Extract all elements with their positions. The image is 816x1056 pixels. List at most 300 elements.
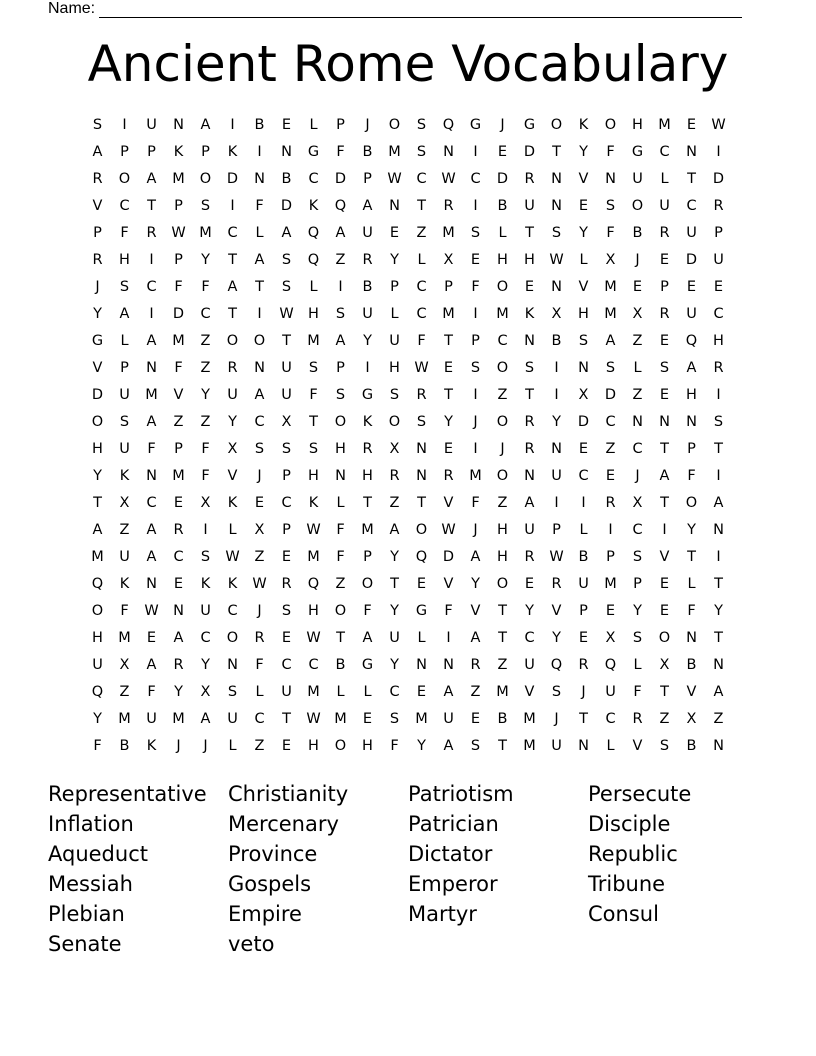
grid-letter[interactable]: C [227,225,238,241]
grid-letter[interactable]: H [497,252,508,268]
grid-letter[interactable]: A [146,414,157,430]
grid-letter[interactable]: R [524,441,535,457]
grid-letter[interactable]: N [686,414,697,430]
grid-letter[interactable]: L [579,522,588,538]
grid-letter[interactable]: O [91,414,104,430]
grid-letter[interactable]: E [713,279,724,295]
grid-letter[interactable]: E [281,738,292,754]
grid-letter[interactable]: W [441,171,456,187]
grid-letter[interactable]: U [119,387,130,403]
grid-letter[interactable]: P [336,117,345,133]
grid-letter[interactable]: B [686,657,697,673]
grid-letter[interactable]: I [581,495,586,511]
grid-letter[interactable]: U [659,198,670,214]
grid-letter[interactable]: N [146,468,157,484]
grid-letter[interactable]: E [659,576,670,592]
grid-letter[interactable]: Y [390,252,399,268]
grid-letter[interactable]: F [471,495,480,511]
grid-letter[interactable]: R [227,360,238,376]
grid-letter[interactable]: A [686,360,697,376]
grid-letter[interactable]: C [308,657,319,673]
grid-letter[interactable]: D [712,171,725,187]
grid-letter[interactable]: I [122,117,127,133]
grid-letter[interactable]: T [525,387,534,403]
grid-letter[interactable]: C [254,711,265,727]
grid-letter[interactable]: Z [254,738,265,754]
grid-letter[interactable]: D [577,414,590,430]
grid-letter[interactable]: I [716,387,721,403]
grid-letter[interactable]: H [92,441,103,457]
grid-letter[interactable]: F [687,603,696,619]
grid-letter[interactable]: L [417,630,426,646]
grid-letter[interactable]: R [524,549,535,565]
grid-letter[interactable]: O [253,333,266,349]
grid-letter[interactable]: W [549,549,564,565]
grid-letter[interactable]: X [281,414,292,430]
grid-letter[interactable]: E [632,279,643,295]
grid-letter[interactable]: F [606,144,615,160]
grid-letter[interactable]: A [470,549,481,565]
grid-letter[interactable]: W [225,549,240,565]
grid-letter[interactable]: T [417,198,426,214]
grid-letter[interactable]: B [281,171,292,187]
grid-letter[interactable]: N [659,414,670,430]
grid-letter[interactable]: E [281,630,292,646]
grid-letter[interactable]: F [309,387,318,403]
grid-letter[interactable]: U [578,576,589,592]
grid-letter[interactable]: A [146,522,157,538]
grid-letter[interactable]: R [632,711,643,727]
grid-letter[interactable]: E [524,279,535,295]
grid-letter[interactable]: D [91,387,104,403]
grid-letter[interactable]: I [257,306,262,322]
grid-letter[interactable]: D [226,171,239,187]
grid-letter[interactable]: A [281,225,292,241]
grid-letter[interactable]: T [498,738,507,754]
grid-letter[interactable]: R [713,360,724,376]
grid-letter[interactable]: Z [713,711,724,727]
grid-letter[interactable]: Z [173,414,184,430]
grid-letter[interactable]: C [389,684,400,700]
grid-letter[interactable]: P [552,522,561,538]
grid-letter[interactable]: V [578,279,589,295]
grid-letter[interactable]: E [659,387,670,403]
grid-letter[interactable]: L [309,279,318,295]
grid-letter[interactable]: M [199,225,212,241]
grid-letter[interactable]: M [307,333,320,349]
grid-letter[interactable]: R [659,306,670,322]
grid-letter[interactable]: Z [254,549,265,565]
grid-letter[interactable]: E [524,576,535,592]
grid-letter[interactable]: J [365,117,370,133]
grid-letter[interactable]: U [281,387,292,403]
grid-letter[interactable]: Y [363,333,372,349]
grid-letter[interactable]: C [659,144,670,160]
grid-letter[interactable]: K [308,198,319,214]
grid-letter[interactable]: W [711,117,726,133]
grid-letter[interactable]: U [632,171,643,187]
grid-letter[interactable]: I [149,252,154,268]
grid-letter[interactable]: C [200,630,211,646]
grid-letter[interactable]: D [280,198,293,214]
grid-letter[interactable]: N [389,198,400,214]
grid-letter[interactable]: S [605,360,616,376]
grid-letter[interactable]: C [281,657,292,673]
grid-letter[interactable]: I [230,117,235,133]
grid-letter[interactable]: N [443,657,454,673]
grid-letter[interactable]: S [119,279,130,295]
grid-letter[interactable]: I [554,495,559,511]
grid-letter[interactable]: O [685,495,698,511]
grid-letter[interactable]: F [174,279,183,295]
grid-letter[interactable]: V [578,171,589,187]
grid-letter[interactable]: G [631,144,644,160]
grid-letter[interactable]: O [550,117,563,133]
grid-letter[interactable]: M [523,738,536,754]
grid-letter[interactable]: S [578,333,589,349]
grid-letter[interactable]: F [606,225,615,241]
grid-letter[interactable]: T [660,441,669,457]
grid-letter[interactable]: H [92,630,103,646]
grid-letter[interactable]: N [524,333,535,349]
grid-letter[interactable]: S [659,360,670,376]
grid-letter[interactable]: S [551,225,562,241]
grid-letter[interactable]: Y [201,387,210,403]
name-field[interactable] [48,0,742,18]
grid-letter[interactable]: S [389,711,400,727]
grid-letter[interactable]: C [254,414,265,430]
grid-letter[interactable]: Y [471,576,480,592]
grid-letter[interactable]: A [335,333,346,349]
grid-letter[interactable]: N [173,117,184,133]
grid-letter[interactable]: E [254,495,265,511]
grid-letter[interactable]: R [443,468,454,484]
grid-letter[interactable]: L [336,684,345,700]
grid-letter[interactable]: F [255,657,264,673]
grid-letter[interactable]: T [93,495,102,511]
grid-letter[interactable]: I [716,468,721,484]
grid-letter[interactable]: R [416,387,427,403]
grid-letter[interactable]: W [387,171,402,187]
grid-letter[interactable]: O [118,171,131,187]
grid-letter[interactable]: X [605,252,616,268]
grid-letter[interactable]: G [523,117,536,133]
grid-letter[interactable]: U [389,333,400,349]
grid-letter[interactable]: C [605,414,616,430]
grid-letter[interactable]: N [713,738,724,754]
grid-letter[interactable]: S [416,144,427,160]
grid-letter[interactable]: T [417,495,426,511]
grid-letter[interactable]: E [470,252,481,268]
grid-letter[interactable]: U [227,711,238,727]
grid-letter[interactable]: T [228,252,237,268]
grid-letter[interactable]: T [444,333,453,349]
grid-letter[interactable]: V [443,495,454,511]
grid-letter[interactable]: Z [497,495,508,511]
grid-letter[interactable]: B [497,198,508,214]
grid-letter[interactable]: U [281,360,292,376]
grid-letter[interactable]: N [443,144,454,160]
grid-letter[interactable]: M [496,306,509,322]
grid-letter[interactable]: Z [497,387,508,403]
grid-letter[interactable]: L [120,333,129,349]
grid-letter[interactable]: A [389,522,400,538]
grid-letter[interactable]: U [362,225,373,241]
grid-letter[interactable]: R [524,414,535,430]
grid-letter[interactable]: S [416,414,427,430]
grid-letter[interactable]: O [91,603,104,619]
grid-letter[interactable]: X [119,495,130,511]
grid-letter[interactable]: A [713,495,724,511]
grid-letter[interactable]: Y [444,414,453,430]
grid-letter[interactable]: O [415,522,428,538]
grid-letter[interactable]: E [281,549,292,565]
grid-letter[interactable]: D [685,252,698,268]
grid-letter[interactable]: S [524,360,535,376]
grid-letter[interactable]: R [389,468,400,484]
grid-letter[interactable]: W [306,522,321,538]
grid-letter[interactable]: O [496,576,509,592]
grid-letter[interactable]: Y [579,225,588,241]
grid-letter[interactable]: T [687,171,696,187]
grid-letter[interactable]: T [714,441,723,457]
grid-letter[interactable]: O [631,198,644,214]
grid-letter[interactable]: Z [335,252,346,268]
grid-letter[interactable]: Y [201,657,210,673]
grid-letter[interactable]: T [552,144,561,160]
grid-letter[interactable]: F [390,738,399,754]
grid-letter[interactable]: V [92,198,103,214]
grid-letter[interactable]: S [254,441,265,457]
grid-letter[interactable]: I [473,441,478,457]
grid-letter[interactable]: H [632,117,643,133]
grid-letter[interactable]: K [227,576,238,592]
grid-letter[interactable]: T [282,333,291,349]
grid-letter[interactable]: E [389,225,400,241]
grid-letter[interactable]: O [334,414,347,430]
grid-letter[interactable]: A [146,171,157,187]
grid-letter[interactable]: Z [200,414,211,430]
grid-letter[interactable]: E [443,360,454,376]
grid-letter[interactable]: K [524,306,535,322]
grid-letter[interactable]: C [146,279,157,295]
grid-letter[interactable]: B [578,549,589,565]
grid-letter[interactable]: V [686,684,697,700]
grid-letter[interactable]: F [147,441,156,457]
grid-letter[interactable]: O [361,576,374,592]
grid-letter[interactable]: D [523,144,536,160]
grid-letter[interactable]: A [659,468,670,484]
grid-letter[interactable]: Z [632,333,643,349]
grid-letter[interactable]: Y [93,711,102,727]
grid-letter[interactable]: R [173,522,184,538]
grid-letter[interactable]: D [442,549,455,565]
grid-letter[interactable]: C [605,711,616,727]
grid-letter[interactable]: T [498,603,507,619]
grid-letter[interactable]: G [469,117,482,133]
grid-letter[interactable]: B [362,144,373,160]
grid-letter[interactable]: U [605,684,616,700]
grid-letter[interactable]: J [257,468,262,484]
grid-letter[interactable]: S [119,414,130,430]
grid-letter[interactable]: T [147,198,156,214]
grid-letter[interactable]: H [713,333,724,349]
grid-letter[interactable]: W [279,306,294,322]
grid-letter[interactable]: I [473,306,478,322]
grid-letter[interactable]: U [389,630,400,646]
grid-letter[interactable]: M [496,684,509,700]
grid-letter[interactable]: E [416,576,427,592]
grid-letter[interactable]: M [307,549,320,565]
grid-letter[interactable]: H [524,252,535,268]
grid-letter[interactable]: C [146,495,157,511]
grid-letter[interactable]: N [416,468,427,484]
grid-letter[interactable]: J [500,441,505,457]
grid-letter[interactable]: N [686,144,697,160]
grid-letter[interactable]: S [470,738,481,754]
grid-letter[interactable]: C [416,279,427,295]
grid-letter[interactable]: J [257,603,262,619]
grid-letter[interactable]: E [659,252,670,268]
grid-letter[interactable]: S [470,360,481,376]
grid-letter[interactable]: Q [685,333,698,349]
grid-letter[interactable]: S [308,360,319,376]
grid-letter[interactable]: P [714,225,723,241]
grid-letter[interactable]: R [362,441,373,457]
grid-letter[interactable]: D [334,171,347,187]
grid-letter[interactable]: A [470,630,481,646]
grid-letter[interactable]: N [416,441,427,457]
grid-letter[interactable]: U [281,684,292,700]
grid-letter[interactable]: V [470,603,481,619]
grid-letter[interactable]: J [203,738,208,754]
grid-letter[interactable]: K [173,144,184,160]
grid-letter[interactable]: N [281,144,292,160]
grid-letter[interactable]: I [716,144,721,160]
grid-letter[interactable]: E [146,630,157,646]
grid-letter[interactable]: N [713,657,724,673]
grid-letter[interactable]: Q [334,198,347,214]
grid-letter[interactable]: L [633,360,642,376]
grid-letter[interactable]: R [659,225,670,241]
grid-letter[interactable]: Q [550,657,563,673]
grid-letter[interactable]: E [605,603,616,619]
grid-letter[interactable]: S [200,198,211,214]
grid-letter[interactable]: P [174,198,183,214]
grid-letter[interactable]: F [687,468,696,484]
grid-letter[interactable]: Q [604,657,617,673]
grid-letter[interactable]: A [443,684,454,700]
grid-letter[interactable]: T [336,630,345,646]
grid-letter[interactable]: K [227,144,238,160]
grid-letter[interactable]: C [578,468,589,484]
grid-letter[interactable]: O [604,117,617,133]
grid-letter[interactable]: P [282,468,291,484]
grid-letter[interactable]: W [414,360,429,376]
grid-letter[interactable]: M [469,468,482,484]
grid-letter[interactable]: S [389,387,400,403]
grid-letter[interactable]: O [388,117,401,133]
grid-letter[interactable]: Y [93,468,102,484]
grid-letter[interactable]: Z [119,522,130,538]
grid-letter[interactable]: N [146,576,157,592]
grid-letter[interactable]: O [658,630,671,646]
grid-letter[interactable]: M [604,576,617,592]
grid-letter[interactable]: G [361,657,374,673]
grid-letter[interactable]: I [257,144,262,160]
grid-letter[interactable]: P [363,549,372,565]
grid-letter[interactable]: X [119,657,130,673]
grid-letter[interactable]: K [119,468,130,484]
grid-letter[interactable]: P [93,225,102,241]
grid-letter[interactable]: Y [228,414,237,430]
grid-letter[interactable]: M [361,522,374,538]
grid-letter[interactable]: L [363,684,372,700]
grid-letter[interactable]: I [608,522,613,538]
grid-letter[interactable]: U [443,711,454,727]
grid-letter[interactable]: P [174,252,183,268]
grid-letter[interactable]: I [716,549,721,565]
grid-letter[interactable]: L [228,738,237,754]
grid-letter[interactable]: S [605,198,616,214]
grid-letter[interactable]: A [524,495,535,511]
grid-letter[interactable]: Q [442,117,455,133]
grid-letter[interactable]: R [92,252,103,268]
grid-letter[interactable]: G [361,387,374,403]
grid-letter[interactable]: O [226,630,239,646]
grid-letter[interactable]: Z [659,711,670,727]
grid-letter[interactable]: D [496,171,509,187]
grid-letter[interactable]: C [416,306,427,322]
grid-letter[interactable]: V [92,360,103,376]
grid-letter[interactable]: S [227,684,238,700]
grid-letter[interactable]: N [551,171,562,187]
grid-letter[interactable]: O [496,414,509,430]
grid-letter[interactable]: E [416,684,427,700]
grid-letter[interactable]: V [551,603,562,619]
grid-letter[interactable]: M [172,468,185,484]
grid-letter[interactable]: F [174,360,183,376]
grid-letter[interactable]: C [632,522,643,538]
grid-letter[interactable]: Y [552,414,561,430]
grid-letter[interactable]: L [498,225,507,241]
grid-letter[interactable]: P [471,333,480,349]
grid-letter[interactable]: H [362,468,373,484]
grid-letter[interactable]: Y [174,684,183,700]
grid-letter[interactable]: T [309,414,318,430]
grid-letter[interactable]: P [660,279,669,295]
grid-letter[interactable]: N [416,657,427,673]
grid-letter[interactable]: A [362,198,373,214]
grid-letter[interactable]: Q [415,549,428,565]
grid-letter[interactable]: R [551,576,562,592]
grid-letter[interactable]: S [92,117,103,133]
grid-letter[interactable]: L [255,684,264,700]
grid-letter[interactable]: I [230,198,235,214]
grid-letter[interactable]: F [444,603,453,619]
grid-letter[interactable]: A [605,333,616,349]
grid-letter[interactable]: U [713,252,724,268]
grid-letter[interactable]: I [554,387,559,403]
grid-letter[interactable]: U [119,549,130,565]
grid-letter[interactable]: H [578,306,589,322]
grid-letter[interactable]: R [605,495,616,511]
grid-letter[interactable]: U [524,522,535,538]
grid-letter[interactable]: L [255,225,264,241]
grid-letter[interactable]: P [147,144,156,160]
grid-letter[interactable]: U [227,387,238,403]
grid-letter[interactable]: E [173,495,184,511]
